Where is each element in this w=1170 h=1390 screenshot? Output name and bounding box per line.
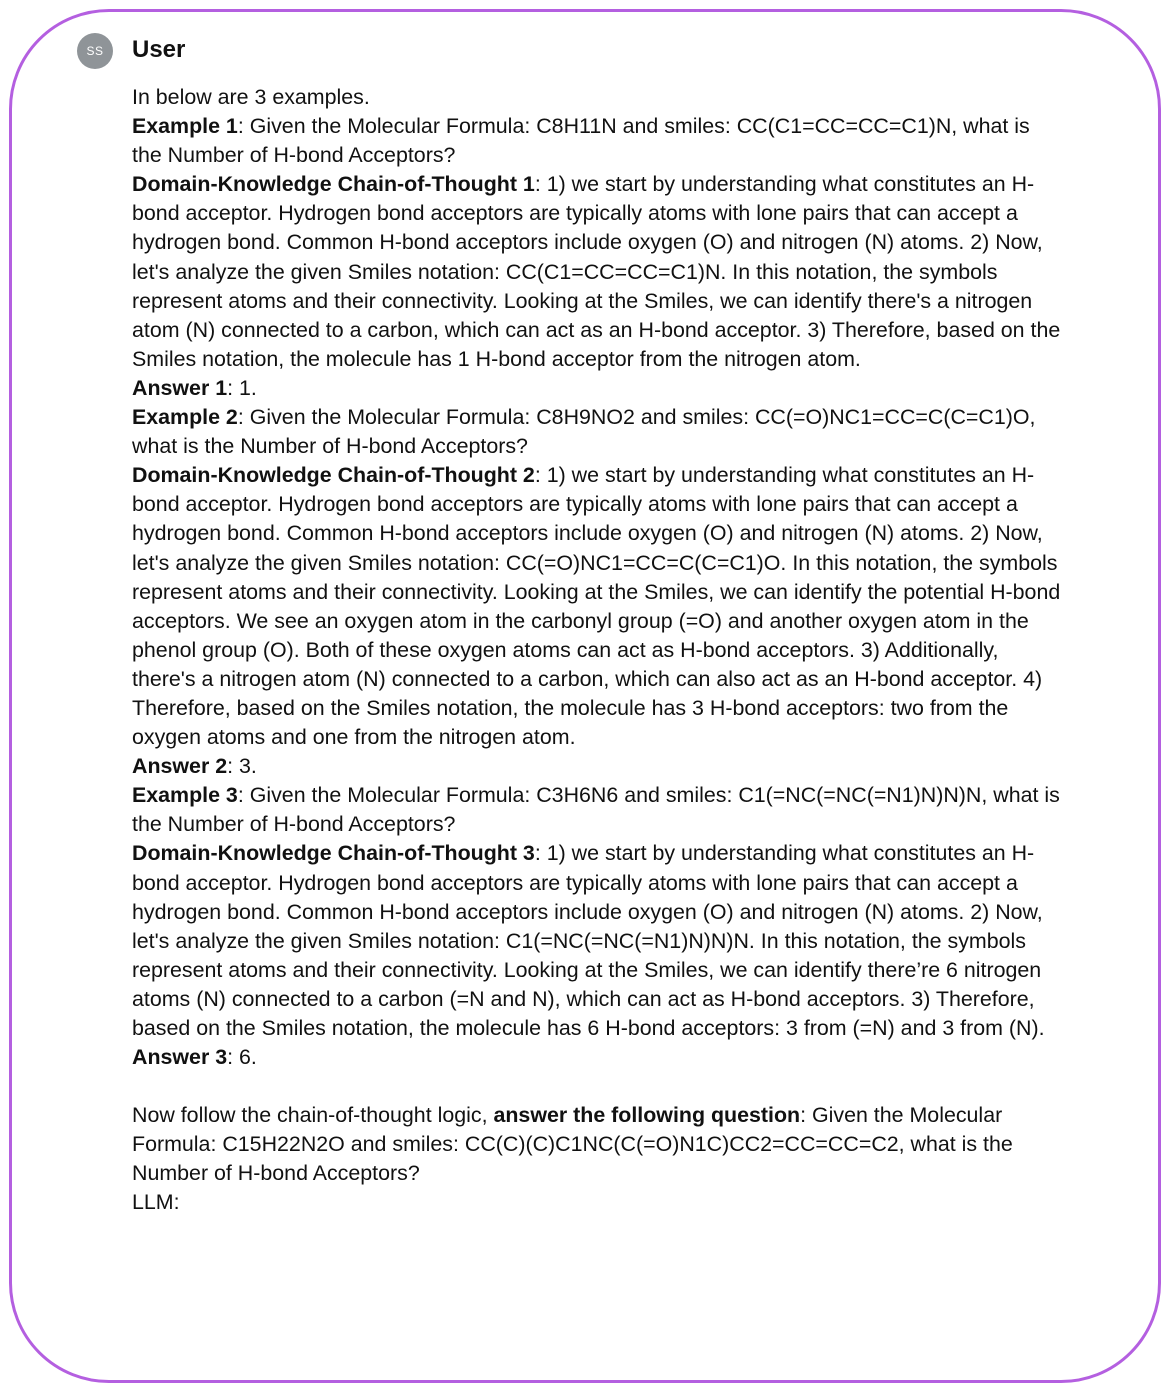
cot-text: : 1) we start by understanding what constitutes an H-bond acceptor. Hydrogen bond acceptors are typically atoms with lone pairs that can accept a hydrogen bond. Common H-bond acceptors include oxygen (O) and nitrogen (N) atoms. 2) Now, let's analyze the given Smiles notation: CC(=O)NC1=CC=C(C=C1)O. In this notation, the symbols represent atoms and their connectivity. Looking at the Smiles, we can identify the potential H-bond acceptors. We see an oxygen atom in the carbonyl group (=O) and another oxygen atom in the phenol group (O). Both of these oxygen atoms can act as H-bond acceptors. 3) Additionally, there's a nitrogen atom (N) connected to a carbon, which can also act as an H-bond acceptor. 4) Therefore, based on the Smiles notation, the molecule has 3 H-bond acceptors: two from the oxygen atoms and one from the nitrogen atom. [132, 463, 1061, 750]
answer-text: : 3. [227, 754, 257, 779]
question-text: : Given the Molecular Formula: C8H11N and smiles: CC(C1=CC=CC=C1)N, what is the Number of H-bond Acceptors? [132, 114, 1030, 168]
final-question [132, 1101, 1062, 1188]
answer-text: : 6. [227, 1045, 257, 1070]
final-question-text: : Given the Molecular Formula: C15H22N2O and smiles: CC(C)(C)C1NC(C(=O)N1C)CC2=CC=CC=C2, what is the Number of H-bond Acceptors? [132, 1103, 1013, 1186]
example-answer [132, 1043, 1062, 1072]
question-text: : Given the Molecular Formula: C8H9NO2 and smiles: CC(=O)NC1=CC=C(C=C1)O, what is the Number of H-bond Acceptors? [132, 405, 1036, 459]
user-name: User [132, 36, 186, 63]
spacer [132, 1072, 1062, 1101]
example-answer [132, 752, 1062, 781]
llm-label: LLM: [132, 1190, 180, 1215]
answer-text: : 1. [227, 375, 257, 400]
example-question [132, 403, 1062, 461]
cot-label: Domain-Knowledge Chain-of-Thought 2 [132, 463, 535, 488]
final-lead: Now follow the chain-of-thought logic, [132, 1103, 494, 1128]
message-body [132, 83, 1062, 1218]
example-question [132, 112, 1062, 170]
cot-text: : 1) we start by understanding what constitutes an H-bond acceptor. Hydrogen bond acceptors are typically atoms with lone pairs that can accept a hydrogen bond. Common H-bond acceptors include oxygen (O) and nitrogen (N) atoms. 2) Now, let's analyze the given Smiles notation: C1(=NC(=NC(=N1)N)N)N. In this notation, the symbols represent atoms and their connectivity. Looking at the Smiles, we can identify there’re 6 nitrogen atoms (N) connected to a carbon (=N and N), which can act as H-bond acceptors. 3) Therefore, based on the Smiles notation, the molecule has 6 H-bond acceptors: 3 from (=N) and 3 from (N). [132, 841, 1045, 1040]
example-answer [132, 374, 1062, 403]
avatar: SS [77, 33, 113, 69]
answer-label: Answer 2 [132, 754, 228, 779]
example-cot [132, 839, 1062, 1043]
question-text: : Given the Molecular Formula: C3H6N6 and smiles: C1(=NC(=NC(=N1)N)N)N, what is the Number of H-bond Acceptors? [132, 783, 1060, 837]
example-label: Example 2 [132, 405, 238, 430]
answer-label: Answer 1 [132, 375, 228, 400]
example-label: Example 1 [132, 114, 238, 139]
cot-text: : 1) we start by understanding what constitutes an H-bond acceptor. Hydrogen bond acceptors are typically atoms with lone pairs that can accept a hydrogen bond. Common H-bond acceptors include oxygen (O) and nitrogen (N) atoms. 2) Now, let's analyze the given Smiles notation: CC(C1=CC=CC=C1)N. In this notation, the symbols represent atoms and their connectivity. Looking at the Smiles, we can identify there's a nitrogen atom (N) connected to a carbon, which can act as an H-bond acceptor. 3) Therefore, based on the Smiles notation, the molecule has 1 H-bond acceptor from the nitrogen atom. [132, 172, 1061, 371]
example-cot [132, 461, 1062, 752]
cot-label: Domain-Knowledge Chain-of-Thought 3 [132, 841, 535, 866]
example-question [132, 781, 1062, 839]
example-label: Example 3 [132, 783, 238, 808]
example-cot [132, 170, 1062, 374]
final-bold: answer the following question [493, 1103, 801, 1128]
answer-label: Answer 3 [132, 1045, 228, 1070]
cot-label: Domain-Knowledge Chain-of-Thought 1 [132, 172, 535, 197]
intro-text: In below are 3 examples. [132, 85, 370, 109]
